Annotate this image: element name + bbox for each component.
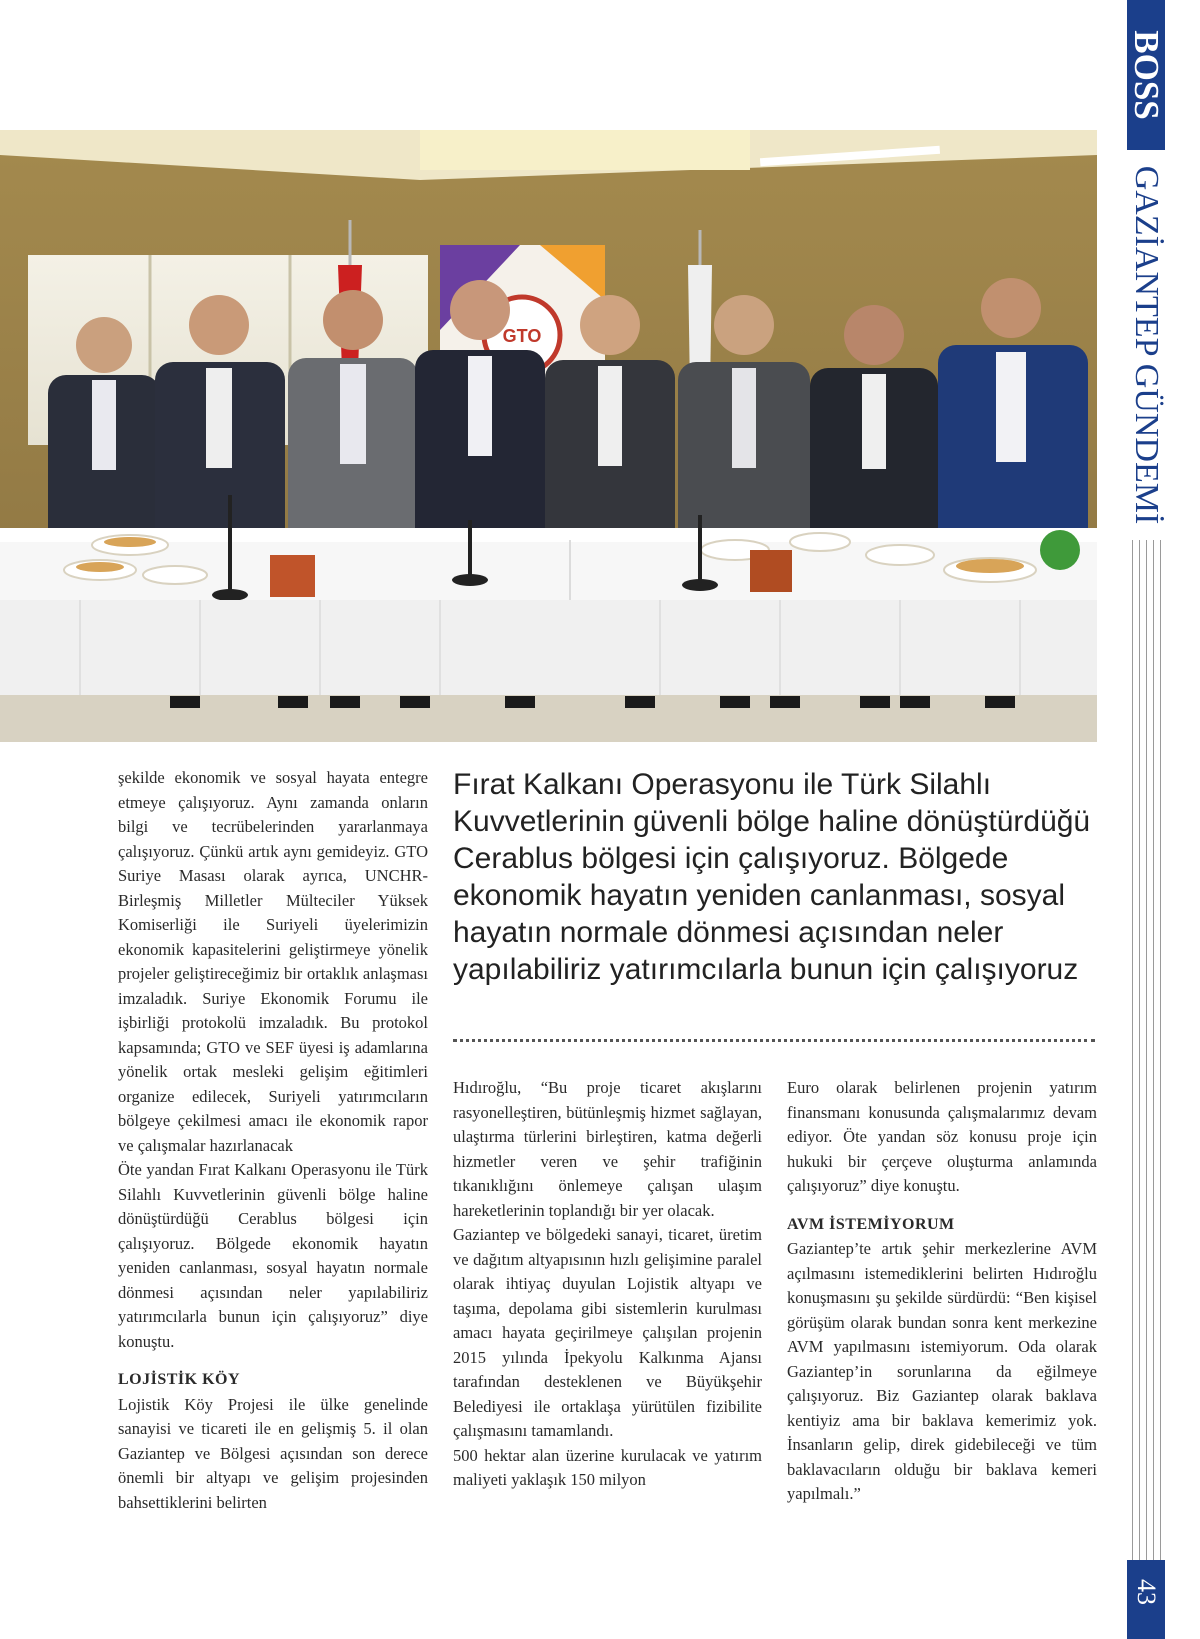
pull-quote: Fırat Kalkanı Operasyonu ile Türk Silahlı Kuvvetlerinin güvenli bölge haline dönüştürdüğü Cerablus bölgesi için çalışıyoruz. Bölgede ekonomik hayatın yeniden canlanması, sosyal hayatın normale dönmesi açısından neler yapılabiliriz yatırımcılarla bunun için çalışıyoruz bbox=[453, 768, 1091, 986]
divider bbox=[453, 1039, 1095, 1042]
paragraph: 500 hektar alan üzerine kurulacak ve yatırım maliyeti yaklaşık 150 milyon bbox=[453, 1445, 762, 1489]
paragraph: şekilde ekonomik ve sosyal hayata entegre etmeye çalışıyoruz. Aynı zamanda onların bilgi ve tecrübelerinden yararlanmaya çalışıyoruz. Çünkü artık aynı gemideyiz. GTO Suriye Masası olarak ayrıca, UNCHR-Birleşmiş Milletler Mülteciler Yüksek Komiserliği ile Suriyeli üyelerimizin ekonomik kapasitelerini geliştirmeye yönelik projeler geliştireceğimiz bir ortaklık anlaşması imzaladık. Suriye Ekonomik Forumu ile işbirliği protokolü imzaladık. Bu protokol kapsamında; GTO ve SEF üyesi iş adamlarına yönelik ortak mesleki gelişim eğitimleri organize edilecek, Suriyeli yatırımcıların bölgeye çekilmesi amacı ile ekonomik rapor ve çalışmalar hazırlanacak bbox=[118, 768, 428, 1155]
section-title bbox=[1127, 160, 1165, 530]
sidebar-rules bbox=[1130, 540, 1162, 1560]
subheading-lojistik-koy: LOJİSTİK KÖY bbox=[118, 1371, 241, 1388]
paragraph: Euro olarak belirlenen projenin yatırım finansmanı konusunda çalışmalarımız devam ediyor. Öte yandan söz konusu proje için hukuki bir çerçeve oluşturma anlamında çalışıyoruz” diye konuştu. bbox=[787, 1078, 1097, 1195]
group-photo bbox=[0, 130, 1097, 742]
article-column-1 bbox=[118, 766, 428, 1515]
article-column-2 bbox=[453, 1076, 762, 1493]
page-number: 43 bbox=[1132, 1578, 1161, 1605]
subheading-avm-istemiyorum: AVM İSTEMİYORUM bbox=[787, 1215, 955, 1233]
page-number-box bbox=[1127, 1560, 1165, 1639]
article-column-3 bbox=[787, 1076, 1097, 1507]
paragraph: Gaziantep ve bölgedeki sanayi, ticaret, üretim ve dağıtım altyapısının hızlı gelişimine paralel olarak ihtiyaç duyulan Lojistik altyapı ve taşıma, depolama gibi sistemlerin kurulması amacı hayata geçirilmeye çalışılan projenin 2015 yılında İpekyolu Kalkınma Ajansı tarafından desteklenen ve Büyükşehir Belediyesi ile ortaklaşa yürütülen fizibilite çalışmasını tamamlandı. bbox=[453, 1225, 762, 1440]
paragraph: Öte yandan Fırat Kalkanı Operasyonu ile Türk Silahlı Kuvvetlerinin güvenli bölge haline dönüştürdüğü Cerablus bölgesi için çalışıyoruz. Bölgede ekonomik hayatın yeniden canlanması, sosyal hayatın normale dönmesi açısından neler yapılabiliriz yatırımcılarla bunun için çalışıyoruz” diye konuştu. bbox=[118, 1160, 428, 1351]
paragraph: Lojistik Köy Projesi ile ülke genelinde sanayisi ve ticareti ile en gelişmiş 5. il olan Gaziantep ve Bölgesi açısından son derece önemli bir altyapı ve gelişim projesinden bahsettiklerini belirten bbox=[118, 1394, 428, 1512]
section-title-text: GAZİANTEP GÜNDEMİ bbox=[1128, 165, 1165, 525]
paragraph: Hıdıroğlu, “Bu proje ticaret akışlarını rasyonelleştiren, bütünleşmiş hizmet sağlayan, ulaştırma türlerini birleştiren, katma değerli hizmetler veren ve şehir trafiğinin tıkanıklığını önlemeye çalışan ulaşım hareketlerinin toplandığı bir yer olacak. bbox=[453, 1078, 762, 1220]
brand-logo: BOSS bbox=[1127, 30, 1166, 120]
gto-logo-text: GTO bbox=[502, 326, 542, 346]
paragraph: Gaziantep’te artık şehir merkezlerine AVM açılmasını istemediklerini belirten Hıdıroğlu konuşmasını şu şekilde sürdürdü: “Ben kişisel görüşüm olarak bundan sonra kent merkezine AVM yapılmasını istemiyorum. Oda olarak Gaziantep’in sorunlarına da eğilmeye çalışıyoruz. Biz Gaziantep olarak baklava kentiyiz ama bir baklava kemerimiz yok. İnsanların gelip, direk gidebileceği ve tüm baklavacıların olduğu bir baklava kemeri yapılmalı.” bbox=[787, 1239, 1097, 1503]
brand-box bbox=[1127, 0, 1165, 150]
